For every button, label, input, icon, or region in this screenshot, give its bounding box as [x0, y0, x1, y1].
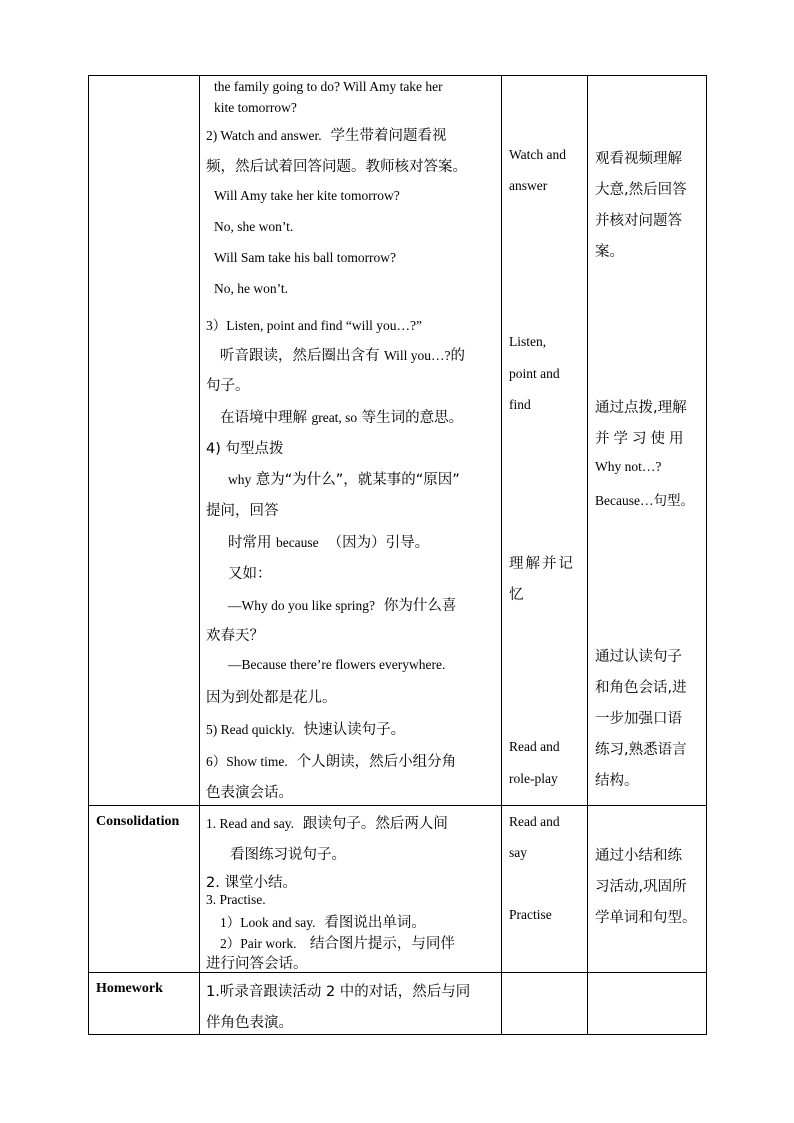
lesson-plan-table — [88, 75, 707, 1035]
procedure-line: 看图练习说句子。 — [230, 847, 346, 863]
main-purpose-cell — [588, 76, 706, 805]
procedure-line: 2) Watch and answer. 学生带着问题看视 — [206, 128, 447, 144]
purpose-line: 通过认读句子 — [595, 649, 682, 665]
activity-line: 忆 — [509, 587, 524, 603]
purpose-line: 结构。 — [595, 773, 639, 789]
consolidation-procedure-cell — [200, 806, 501, 972]
procedure-line: 又如： — [228, 566, 272, 582]
activity-line: Practise — [509, 907, 552, 922]
procedure-line: 因为到处都是花儿。 — [206, 690, 337, 706]
purpose-line: 观看视频理解 — [595, 151, 682, 167]
purpose-line: 通过小结和练 — [595, 848, 682, 864]
homework-purpose-cell — [588, 973, 706, 1034]
stage-label: Consolidation — [96, 814, 180, 829]
procedure-line: 色表演会话。 — [206, 785, 293, 801]
procedure-line: 句子。 — [206, 378, 250, 394]
consolidation-purpose-cell — [588, 806, 706, 972]
activity-line: Read and — [509, 814, 560, 829]
consolidation-activity-cell — [502, 806, 587, 972]
procedure-line: 2）Pair work. 结合图片提示，与同伴 — [220, 936, 455, 952]
procedure-line: 时常用 because （因为）引导。 — [228, 535, 430, 551]
procedure-line: Will Sam take his ball tomorrow? — [214, 250, 397, 265]
procedure-line: 1. Read and say. 跟读句子。然后两人间 — [206, 816, 448, 832]
activity-line: 理解并记 — [509, 556, 575, 572]
procedure-line: 听音跟读，然后圈出含有 Will you…?的 — [220, 348, 466, 364]
purpose-line: Because…句型。 — [595, 493, 694, 508]
purpose-line: 习活动,巩固所 — [595, 879, 687, 895]
procedure-line: 频，然后试着回答问题。教师核对答案。 — [206, 159, 467, 175]
procedure-line: 1）Look and say. 看图说出单词。 — [220, 915, 426, 931]
activity-line: answer — [509, 178, 548, 193]
procedure-line: No, he won’t. — [214, 281, 288, 296]
procedure-line: 2. 课堂小结。 — [206, 875, 297, 891]
procedure-line: 3. Practise. — [206, 892, 266, 907]
purpose-line: 案。 — [595, 244, 624, 260]
procedure-line: 1.听录音跟读活动 2 中的对话，然后与同 — [206, 984, 471, 1000]
procedure-line: —Why do you like spring? 你为什么喜 — [228, 598, 457, 614]
main-procedure-cell — [200, 76, 501, 805]
procedure-line: 提问，回答 — [206, 503, 279, 519]
purpose-line: 练习,熟悉语言 — [595, 742, 687, 758]
homework-activity-cell — [502, 973, 587, 1034]
activity-line: Watch and — [509, 147, 567, 162]
purpose-line: 并核对问题答 — [595, 213, 682, 229]
main-activity-cell — [502, 76, 587, 805]
purpose-line: 和角色会话,进 — [595, 680, 687, 696]
purpose-line: 一步加强口语 — [595, 711, 682, 727]
homework-stage-cell — [89, 973, 199, 1034]
activity-line: Listen, — [509, 334, 547, 349]
procedure-line: 欢春天？ — [206, 628, 264, 644]
purpose-line: 并学习使用 — [595, 431, 688, 447]
procedure-line: 6）Show time. 个人朗读，然后小组分角 — [206, 754, 457, 770]
activity-line: point and — [509, 366, 560, 381]
purpose-line: Why not…? — [595, 459, 662, 474]
procedure-line: Will Amy take her kite tomorrow? — [214, 188, 400, 203]
procedure-line: 进行问答会话。 — [206, 956, 308, 972]
activity-line: find — [509, 397, 531, 412]
stage-label: Homework — [96, 981, 163, 996]
purpose-line: 学单词和句型。 — [595, 910, 697, 926]
purpose-line: 通过点拨,理解 — [595, 400, 687, 416]
procedure-line: the family going to do? Will Amy take her — [214, 79, 443, 94]
procedure-line: —Because there’re flowers everywhere. — [228, 657, 446, 672]
procedure-line: 5) Read quickly. 快速认读句子。 — [206, 722, 406, 738]
procedure-line: why 意为“为什么”，就某事的“原因” — [228, 472, 460, 488]
activity-line: say — [509, 845, 527, 860]
procedure-line: 4) 句型点拨 — [206, 441, 284, 457]
procedure-line: 3）Listen, point and find “will you…?” — [206, 318, 422, 333]
consolidation-stage-cell — [89, 806, 199, 972]
procedure-line: kite tomorrow? — [214, 100, 297, 115]
procedure-line: 伴角色表演。 — [206, 1015, 293, 1031]
homework-procedure-cell — [200, 973, 501, 1034]
procedure-line: 在语境中理解 great, so 等生词的意思。 — [220, 410, 464, 426]
procedure-line: No, she won’t. — [214, 219, 294, 234]
activity-line: role-play — [509, 771, 558, 786]
purpose-line: 大意,然后回答 — [595, 182, 687, 198]
activity-line: Read and — [509, 739, 560, 754]
